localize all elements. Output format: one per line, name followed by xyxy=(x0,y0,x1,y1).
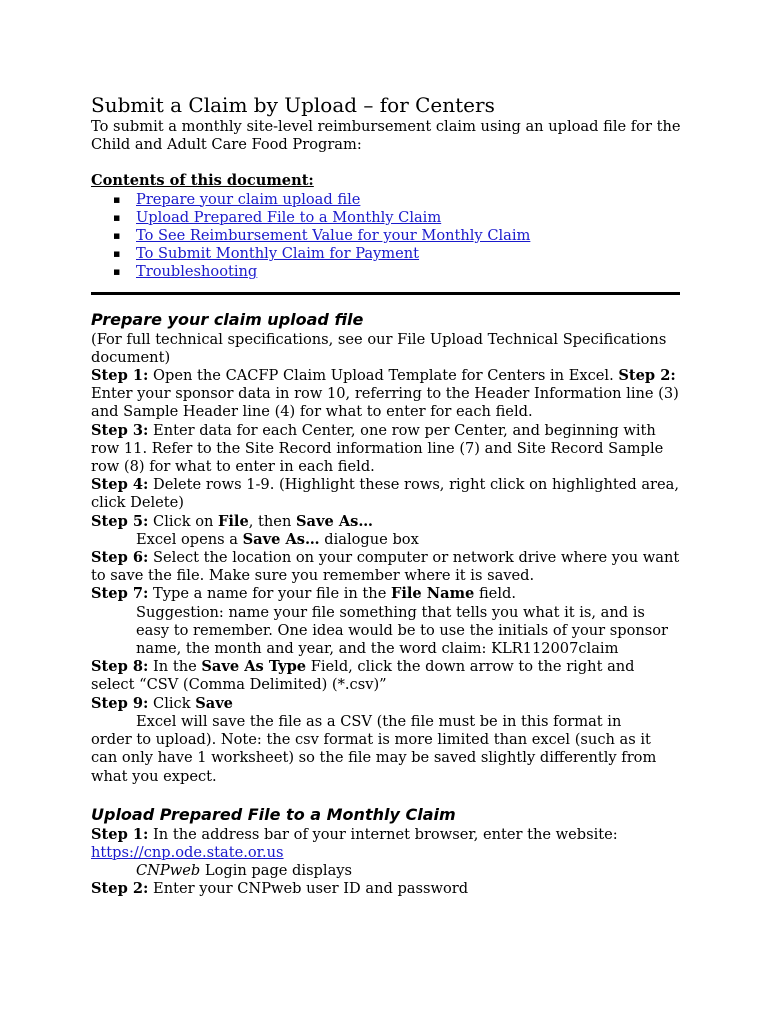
file-name-term: File Name xyxy=(390,585,475,603)
step-label: Step 1: xyxy=(91,367,149,385)
upload-step-2 xyxy=(91,880,681,898)
section-prepare xyxy=(91,309,681,786)
contents-list xyxy=(91,191,681,282)
step-label: Step 8: xyxy=(91,658,149,676)
step-text: Type a name for your file in the xyxy=(148,585,391,603)
document-body xyxy=(91,92,681,899)
list-item xyxy=(91,245,681,263)
step-label: Step 3: xyxy=(91,421,149,439)
step-text: Delete rows 1-9. (Highlight these rows, right click on highlighted area, click Delete) xyxy=(91,476,679,512)
step-text: In the xyxy=(148,658,202,676)
step-label: Step 2: xyxy=(91,880,149,898)
save-term: Save xyxy=(195,694,233,712)
login-page-note xyxy=(91,862,681,880)
step-3 xyxy=(91,422,681,477)
step-text: Login page displays xyxy=(200,862,353,880)
step-5 xyxy=(91,513,681,531)
page-title: Submit a Claim by Upload – for Centers xyxy=(91,93,495,117)
bullet-icon: ▪ xyxy=(113,229,121,243)
step-label: Step 4: xyxy=(91,476,149,494)
section-heading: Prepare your claim upload file xyxy=(91,309,364,329)
step-text: dialogue box xyxy=(319,530,419,548)
contents-block xyxy=(91,172,681,281)
step-label: Step 7: xyxy=(91,585,149,603)
bullet-icon: ▪ xyxy=(113,192,121,206)
step-text: Open the CACFP Claim Upload Template for Centers in Excel. xyxy=(148,367,619,385)
step-text: , then xyxy=(248,512,296,530)
section-heading: Upload Prepared File to a Monthly Claim xyxy=(91,804,456,824)
step-1-and-2 xyxy=(91,367,681,422)
step-9-detail-first-line: Excel will save the file as a CSV (the file must be in this format in xyxy=(136,712,622,730)
list-item xyxy=(91,191,681,209)
step-label: Step 6: xyxy=(91,549,149,567)
step-7-suggestion: Suggestion: name your file something that tells you what it is, and is easy to remember. One idea would be to use the initials of your sponsor name, the month and year, and the word claim: KLR112007claim xyxy=(136,603,669,658)
step-8 xyxy=(91,658,681,694)
step-label: Step 1: xyxy=(91,825,149,843)
step-text: Select the location on your computer or network drive where you want to save the file. Make sure you remember where it is saved. xyxy=(91,549,680,585)
bullet-icon: ▪ xyxy=(113,210,121,224)
save-as-term: Save As… xyxy=(295,512,373,530)
step-text: Click on xyxy=(148,512,219,530)
list-item xyxy=(91,263,681,281)
toc-link-prepare[interactable]: Prepare your claim upload file xyxy=(136,190,361,208)
step-text: Enter your sponsor data in row 10, referring to the Header Information line (3) and Sample Header line (4) for what to enter for each field. xyxy=(91,385,679,421)
step-text: Enter your CNPweb user ID and password xyxy=(148,880,469,898)
step-9-detail: order to upload). Note: the csv format is more limited than excel (such as it can only have 1 worksheet) so the file may be saved slightly differently from what you expect. xyxy=(91,731,657,785)
save-as-type-term: Save As Type xyxy=(201,658,307,676)
upload-step-1 xyxy=(91,826,681,844)
step-label: Step 9: xyxy=(91,694,149,712)
technical-note: (For full technical specifications, see our File Upload Technical Specifications document) xyxy=(91,330,667,366)
intro-paragraph: To submit a monthly site-level reimbursement claim using an upload file for the Child and Adult Care Food Program: xyxy=(91,118,681,154)
step-text: Click xyxy=(148,694,196,712)
toc-link-upload[interactable]: Upload Prepared File to a Monthly Claim xyxy=(136,208,442,226)
section-upload xyxy=(91,804,681,899)
step-text: field. xyxy=(474,585,516,603)
save-as-term: Save As… xyxy=(242,530,320,548)
list-item xyxy=(91,209,681,227)
list-item xyxy=(91,227,681,245)
step-label: Step 5: xyxy=(91,512,149,530)
step-7 xyxy=(91,585,681,603)
step-text: Enter data for each Center, one row per Center, and beginning with row 11. Refer to the Site Record information line (7) and Site Record Sample row (8) for what to enter in each field. xyxy=(91,421,664,476)
bullet-icon: ▪ xyxy=(113,265,121,279)
step-6 xyxy=(91,549,681,585)
step-text: In the address bar of your internet browser, enter the website: xyxy=(148,825,618,843)
step-9 xyxy=(91,695,681,713)
step-label: Step 2: xyxy=(618,367,676,385)
cnpweb-term: CNPweb xyxy=(136,862,201,880)
step-4 xyxy=(91,476,681,512)
step-text: Excel opens a xyxy=(136,530,243,548)
website-url-link[interactable]: https://cnp.ode.state.or.us xyxy=(91,843,284,861)
toc-link-reimbursement[interactable]: To See Reimbursement Value for your Monthly Claim xyxy=(136,227,531,245)
website-url-line xyxy=(91,844,681,862)
bullet-icon: ▪ xyxy=(113,247,121,261)
step-text: Field, click the down arrow to the right and select “CSV (Comma Delimited) (*.csv)” xyxy=(91,658,635,694)
step-5-detail xyxy=(91,531,681,549)
toc-link-troubleshooting[interactable]: Troubleshooting xyxy=(136,263,258,281)
contents-heading: Contents of this document: xyxy=(91,172,314,190)
file-menu-term: File xyxy=(218,512,249,530)
toc-link-submit[interactable]: To Submit Monthly Claim for Payment xyxy=(136,245,420,263)
horizontal-divider xyxy=(91,292,680,295)
